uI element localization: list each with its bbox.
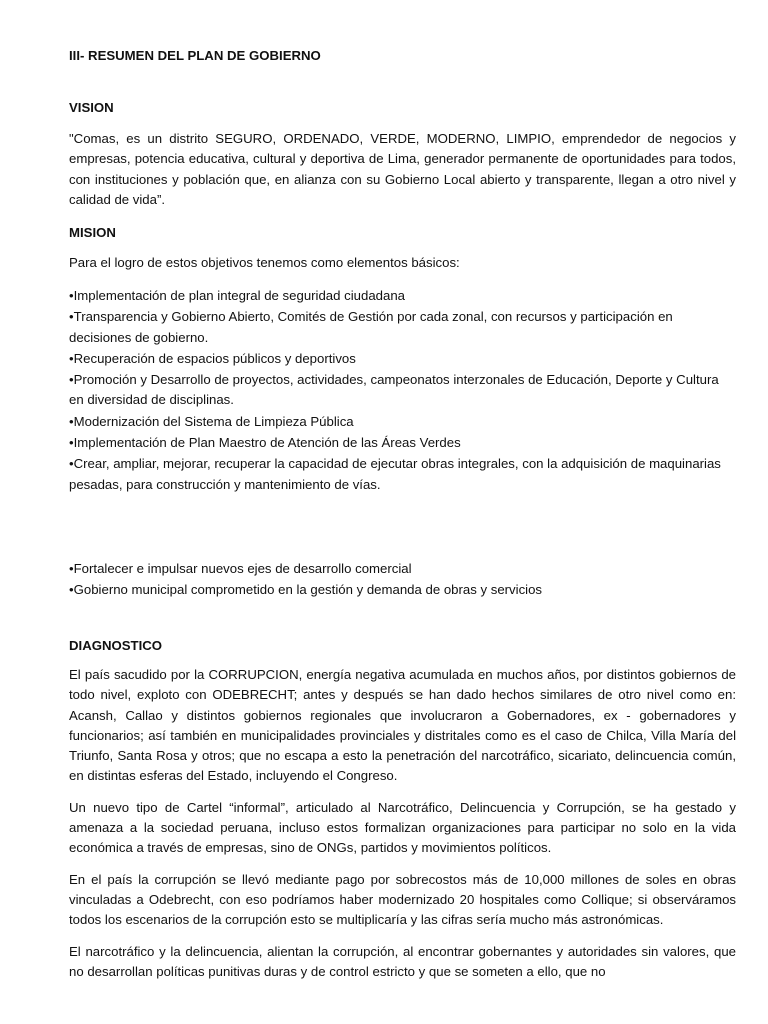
list-item-text: Recuperación de espacios públicos y deportivos <box>73 350 356 366</box>
bullet-icon: • <box>69 288 74 303</box>
bullet-icon: • <box>69 456 74 472</box>
list-item <box>69 559 736 579</box>
diagnostico-paragraph: Un nuevo tipo de Cartel “informal”, articulado al Narcotráfico, Delincuencia y Corrupción, se ha gestado y amenaza a la sociedad peruana, incluso estos formalizan organizaciones para participar no solo en la vida económica a través de empresas, sino de ONGs, partidos y movimientos políticos. <box>69 799 736 856</box>
list-item <box>69 454 736 495</box>
list-item <box>69 412 736 432</box>
diagnostico-body <box>69 665 736 993</box>
list-item <box>69 307 736 348</box>
bullet-icon: • <box>69 561 74 576</box>
list-item-text: Transparencia y Gobierno Abierto, Comités de Gestión por cada zonal, con recursos y participación en decisiones de gobierno. <box>69 309 673 345</box>
diagnostico-paragraph: En el país la corrupción se llevó mediante pago por sobrecostos más de 10,000 millones de soles en obras vinculadas a Odebrecht, con eso podríamos haber modernizado 20 hospitales como Collique; si observáramos todos los escenarios de la corrupción esto se multiplicaría y las cifras sería mucho más astronómicas. <box>69 871 736 928</box>
vision-heading: VISION <box>69 100 114 115</box>
list-item-text: Promoción y Desarrollo de proyectos, actividades, campeonatos interzonales de Educación, Deporte y Cultura en diversidad de disciplinas. <box>69 372 719 408</box>
mision-intro: Para el logro de estos objetivos tenemos como elementos básicos: <box>69 255 460 270</box>
list-item-text: Implementación de plan integral de seguridad ciudadana <box>73 288 406 303</box>
list-item-text: Modernización del Sistema de Limpieza Pública <box>73 413 354 429</box>
list-item <box>69 286 736 306</box>
list-item-text: Implementación de Plan Maestro de Atención de las Áreas Verdes <box>73 435 461 451</box>
mision-bullet-list <box>69 286 736 496</box>
mision-bullet-list-2 <box>69 559 736 602</box>
list-item <box>69 349 736 369</box>
bullet-icon: • <box>69 372 74 388</box>
bullet-icon: • <box>69 435 74 451</box>
vision-paragraph: "Comas, es un distrito SEGURO, ORDENADO, VERDE, MODERNO, LIMPIO, emprendedor de negocios y empresas, potencia educativa, cultural y deportiva de Lima, generador permanente de oportunidades para todos, con instituciones y población que, en alianza con su Gobierno Local abierto y transparente, llegan a otro nivel y calidad de vida”. <box>69 131 736 207</box>
bullet-icon: • <box>69 350 74 366</box>
diagnostico-paragraph: El país sacudido por la CORRUPCION, energía negativa acumulada en muchos años, por distintos gobiernos de todo nivel, exploto con ODEBRECHT; antes y después se han dado hechos similares de otro nivel como en: Acansh, Callao y distintos gobiernos regionales que involucraron a Gobernadores, ex - gobernadores y funcionarios; así también en municipalidades provinciales y distritales como es el caso de Chilca, Villa María del Triunfo, Santa Rosa y otros; que no escapa a esto la penetración del narcotráfico, sicariato, delincuencia común, en distintas esferas del Estado, incluyendo el Congreso. <box>69 667 736 784</box>
mision-heading: MISION <box>69 225 116 240</box>
list-item-text: Crear, ampliar, mejorar, recuperar la capacidad de ejecutar obras integrales, con la adquisición de maquinarias pesadas, para construcción y mantenimiento de vías. <box>69 456 721 492</box>
bullet-icon: • <box>69 309 74 325</box>
diagnostico-heading: DIAGNOSTICO <box>69 638 163 653</box>
list-item <box>69 580 736 600</box>
list-item-text: Gobierno municipal comprometido en la gestión y demanda de obras y servicios <box>73 582 543 598</box>
bullet-icon: • <box>69 413 74 429</box>
bullet-icon: • <box>69 582 74 598</box>
diagnostico-paragraph: El narcotráfico y la delincuencia, alientan la corrupción, al encontrar gobernantes y autoridades sin valores, que no desarrollan políticas punitivas duras y de control estricto y que se someten a ello, que no <box>69 943 736 979</box>
list-item <box>69 433 736 453</box>
list-item-text: Fortalecer e impulsar nuevos ejes de desarrollo comercial <box>73 561 412 576</box>
list-item <box>69 370 736 411</box>
document-title: III- RESUMEN DEL PLAN DE GOBIERNO <box>69 48 321 63</box>
